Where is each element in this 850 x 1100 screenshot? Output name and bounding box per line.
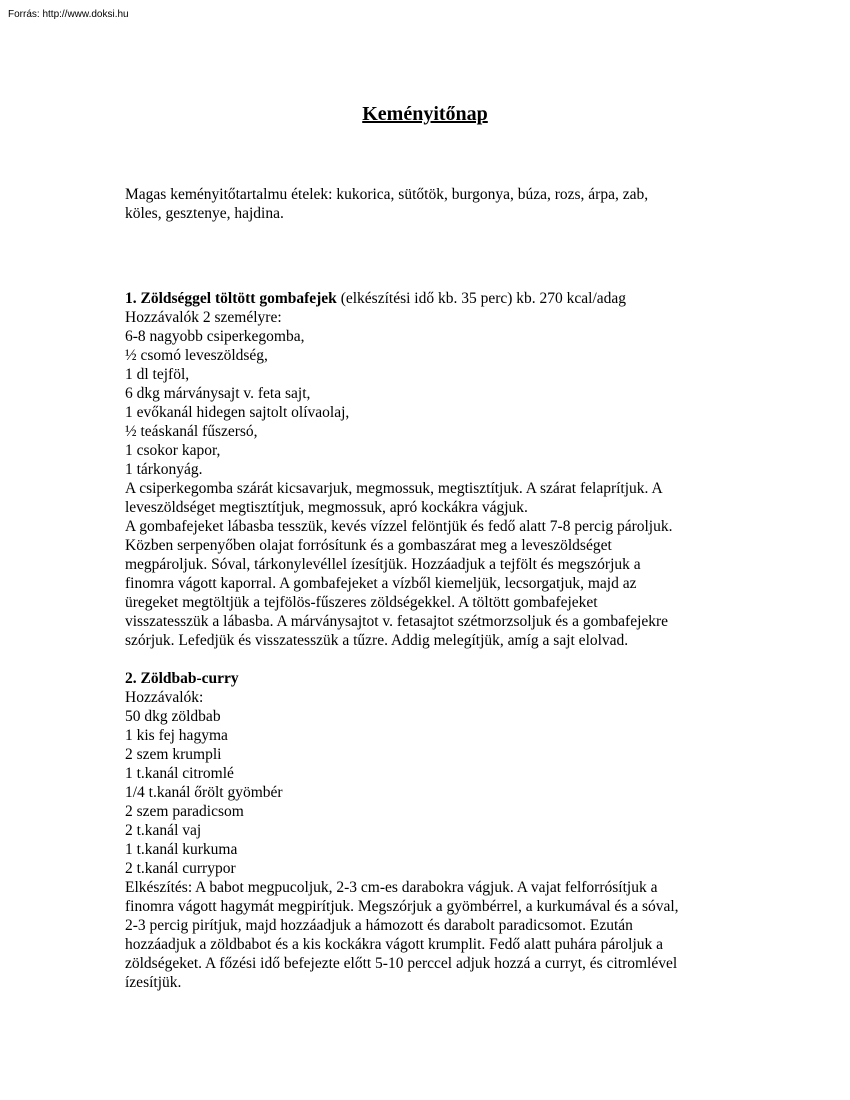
method-line: visszatesszük a lábasba. A márványsajtot v. fetasajtot szétmorzsoljuk és a gombafejekre [125,613,669,630]
intro-line: Magas keményitőtartalmu ételek: kukorica, sütőtök, burgonya, búza, rozs, árpa, zab, [125,186,649,203]
ingredient-item: 2 t.kanál vaj [125,822,202,839]
recipe-2 [125,669,725,992]
ingredient-item: 2 szem krumpli [125,746,222,763]
method-line: finomra vágott kaporral. A gombafejeket a vízből kiemeljük, lecsorgatjuk, majd az [125,575,637,592]
method-line: Közben serpenyőben olajat forrósítunk és a gombaszárat meg a leveszöldséget [125,537,612,554]
recipe-1-heading [125,289,725,308]
ingredient-item: 2 t.kanál currypor [125,860,236,877]
method-line: Elkészítés: A babot megpucoljuk, 2-3 cm-es darabokra vágjuk. A vajat felforrósítjuk a [125,879,658,896]
method-line: A gombafejeket lábasba tesszük, kevés vízzel felöntjük és fedő alatt 7-8 percig pároljuk. [125,518,673,535]
intro-line: köles, gesztenye, hajdina. [125,205,284,222]
recipe-1-title: 1. Zöldséggel töltött gombafejek [125,290,337,307]
method-line: finomra vágott hagymát megpirítjuk. Megszórjuk a gyömbérrel, a kurkumával és a sóval, [125,898,679,915]
page-title: Keményitőnap [362,103,488,125]
method-line: ízesítjük. [125,974,182,991]
spacer [125,223,725,289]
spacer [125,650,725,669]
method-line: hozzáadjuk a zöldbabot és a kis kockákra vágott krumplit. Fedő alatt puhára pároljuk a [125,936,664,953]
method-line: A csiperkegomba szárát kicsavarjuk, megmossuk, megtisztítjuk. A szárat felaprítjuk. A [125,480,663,497]
ingredient-item: ½ csomó leveszöldség, [125,347,268,364]
recipe-1-meta: (elkészítési idő kb. 35 perc) kb. 270 kcal/adag [336,290,627,307]
ingredient-item: 6-8 nagyobb csiperkegomba, [125,328,305,345]
ingredient-item: 1 evőkanál hidegen sajtolt olívaolaj, [125,404,350,421]
method-line: 2-3 percig pirítjuk, majd hozzáadjuk a hámozott és darabolt paradicsomot. Ezután [125,917,633,934]
ingredient-item: 1 t.kanál kurkuma [125,841,238,858]
method-line: zöldségeket. A főzési idő befejezte előtt 5-10 perccel adjuk hozzá a curryt, és citromlével [125,955,678,972]
ingredient-item: ½ teáskanál fűszersó, [125,423,258,440]
ingredient-item: 50 dkg zöldbab [125,708,221,725]
ingredient-item: 6 dkg márványsajt v. feta sajt, [125,385,311,402]
source-label: Forrás: http://www.doksi.hu [8,9,129,20]
recipe-1 [125,289,725,650]
ingredient-item: 2 szem paradicsom [125,803,244,820]
ingredient-item: 1 t.kanál citromlé [125,765,234,782]
recipe-1-ingredients-label: Hozzávalók 2 személyre: [125,309,282,326]
ingredient-item: 1 tárkonyág. [125,461,203,478]
method-line: leveszöldséget megtisztítjuk, megmossuk, apró kockákra vágjuk. [125,499,528,516]
method-line: megpároljuk. Sóval, tárkonylevéllel ízesítjük. Hozzáadjuk a tejfölt és megszórjuk a [125,556,641,573]
recipe-2-title: 2. Zöldbab-curry [125,670,239,687]
method-line: üregeket megtöltjük a tejfölös-fűszeres zöldségekkel. A töltött gombafejeket [125,594,598,611]
ingredient-item: 1 kis fej hagyma [125,727,228,744]
recipe-2-ingredients-label: Hozzávalók: [125,689,204,706]
method-line: szórjuk. Lefedjük és visszatesszük a tűzre. Addig melegítjük, amíg a sajt elolvad. [125,632,629,649]
ingredient-item: 1/4 t.kanál őrölt gyömbér [125,784,283,801]
intro-paragraph [125,185,725,223]
ingredient-item: 1 dl tejföl, [125,366,190,383]
ingredient-item: 1 csokor kapor, [125,442,221,459]
document-body [125,185,725,992]
